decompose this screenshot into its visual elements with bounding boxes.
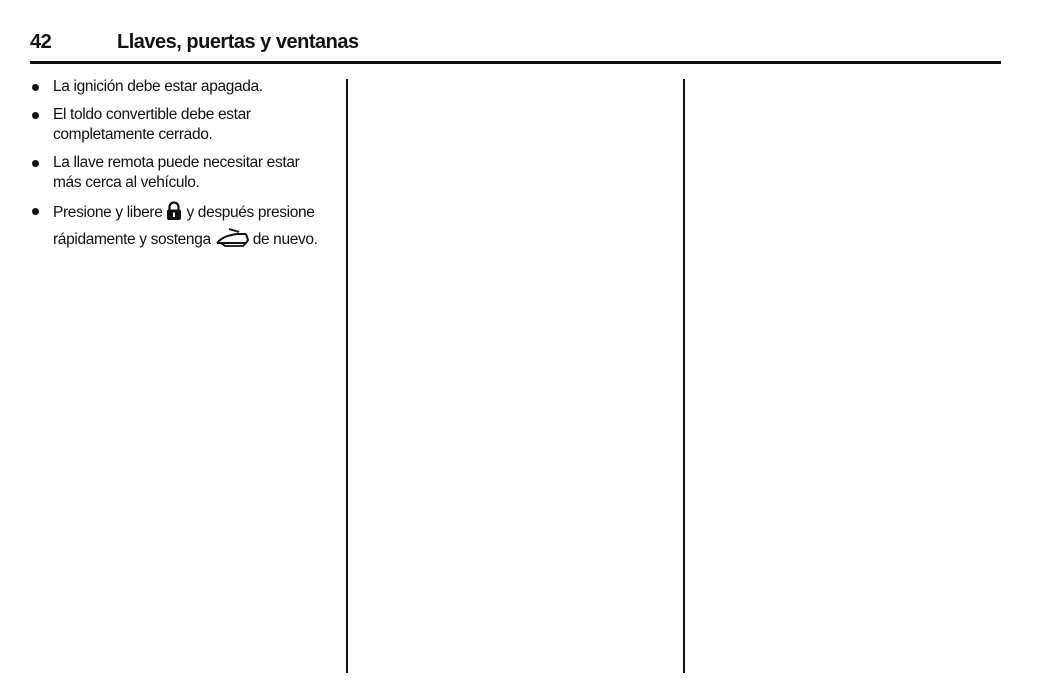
list-item-text: La llave remota puede necesitar estar más cerca al vehículo.: [53, 154, 300, 191]
column-divider: [683, 79, 685, 673]
list-item-text: El toldo convertible debe estar completamente cerrado.: [53, 106, 251, 143]
list-item: [30, 105, 330, 145]
bullet-dot: [32, 208, 39, 215]
bullet-dot: [32, 84, 39, 91]
chapter-title: Llaves, puertas y ventanas: [117, 31, 359, 53]
convertible-top-icon: [215, 228, 249, 255]
list-item-text-part2: y después presione rápidamente y sostenga: [53, 204, 315, 248]
bullet-dot: [32, 112, 39, 119]
bullet-dot: [32, 160, 39, 167]
list-item: [30, 153, 330, 193]
list-item-text-part1: Presione y libere: [53, 204, 163, 221]
list-item: [30, 77, 330, 97]
column-divider: [346, 79, 348, 673]
page-number: 42: [30, 31, 52, 53]
bullet-list: [30, 77, 330, 263]
list-item-text-part3: de nuevo.: [252, 231, 318, 248]
unlock-padlock-icon: [166, 201, 182, 228]
header-rule: [30, 61, 1001, 64]
list-item: [30, 201, 330, 255]
list-item-text: La ignición debe estar apagada.: [53, 78, 263, 95]
